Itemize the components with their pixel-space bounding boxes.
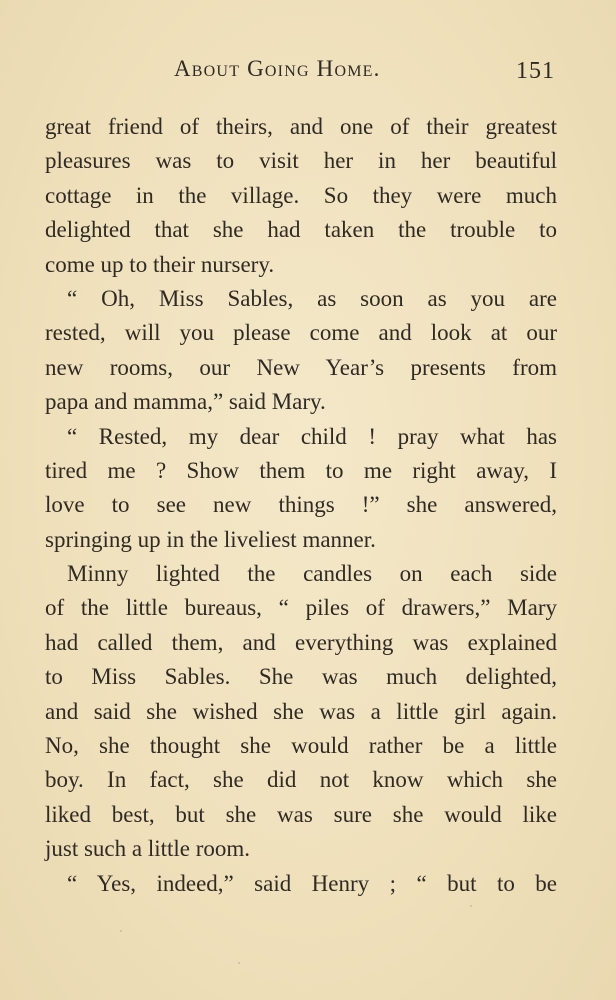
text-line: Minny lighted the candles on each side [67,561,557,587]
paragraph [45,282,557,420]
running-head [0,56,616,90]
text-line: new rooms, our New Year’s presents from [45,354,557,380]
text-line: rested, will you please come and look at our [45,320,557,346]
paragraph [45,420,557,558]
text-line: liked best, but she was sure she would like [45,801,557,827]
text-line: had called them, and everything was explained [45,629,557,655]
text-line: papa and mamma,” said Mary. [45,389,326,415]
paragraph [45,110,557,282]
page-number: 151 [516,58,555,84]
paragraph [45,557,557,867]
text-line: pleasures was to visit her in her beautiful [45,148,557,174]
text-line: delighted that she had taken the trouble to [45,217,557,243]
text-line: cottage in the village. So they were much [45,182,557,208]
text-line: springing up in the liveliest manner. [45,526,376,552]
text-line: love to see new things !” she answered, [45,492,557,518]
text-line: great friend of theirs, and one of their greatest [45,114,557,139]
paper-speck [470,905,472,907]
text-line: “ Oh, Miss Sables, as soon as you are [67,285,557,311]
body-text [45,110,557,901]
text-line: “ Yes, indeed,” said Henry ; “ but to be [67,870,557,896]
text-line: to Miss Sables. She was much delighted, [45,664,557,690]
paper-speck [238,962,240,964]
running-title: About Going Home. [174,56,381,81]
paper-speck [120,930,122,932]
paragraph [45,867,557,901]
text-line: No, she thought she would rather be a little [45,733,557,759]
text-line: come up to their nursery. [45,251,275,277]
text-line: just such a little room. [45,836,251,862]
text-line: of the little bureaus, “ piles of drawers,” Mary [45,595,557,621]
text-line: boy. In fact, she did not know which she [45,767,557,793]
text-line: tired me ? Show them to me right away, I [45,457,557,483]
text-line: “ Rested, my dear child ! pray what has [67,423,557,449]
text-line: and said she wished she was a little girl again. [45,698,557,724]
